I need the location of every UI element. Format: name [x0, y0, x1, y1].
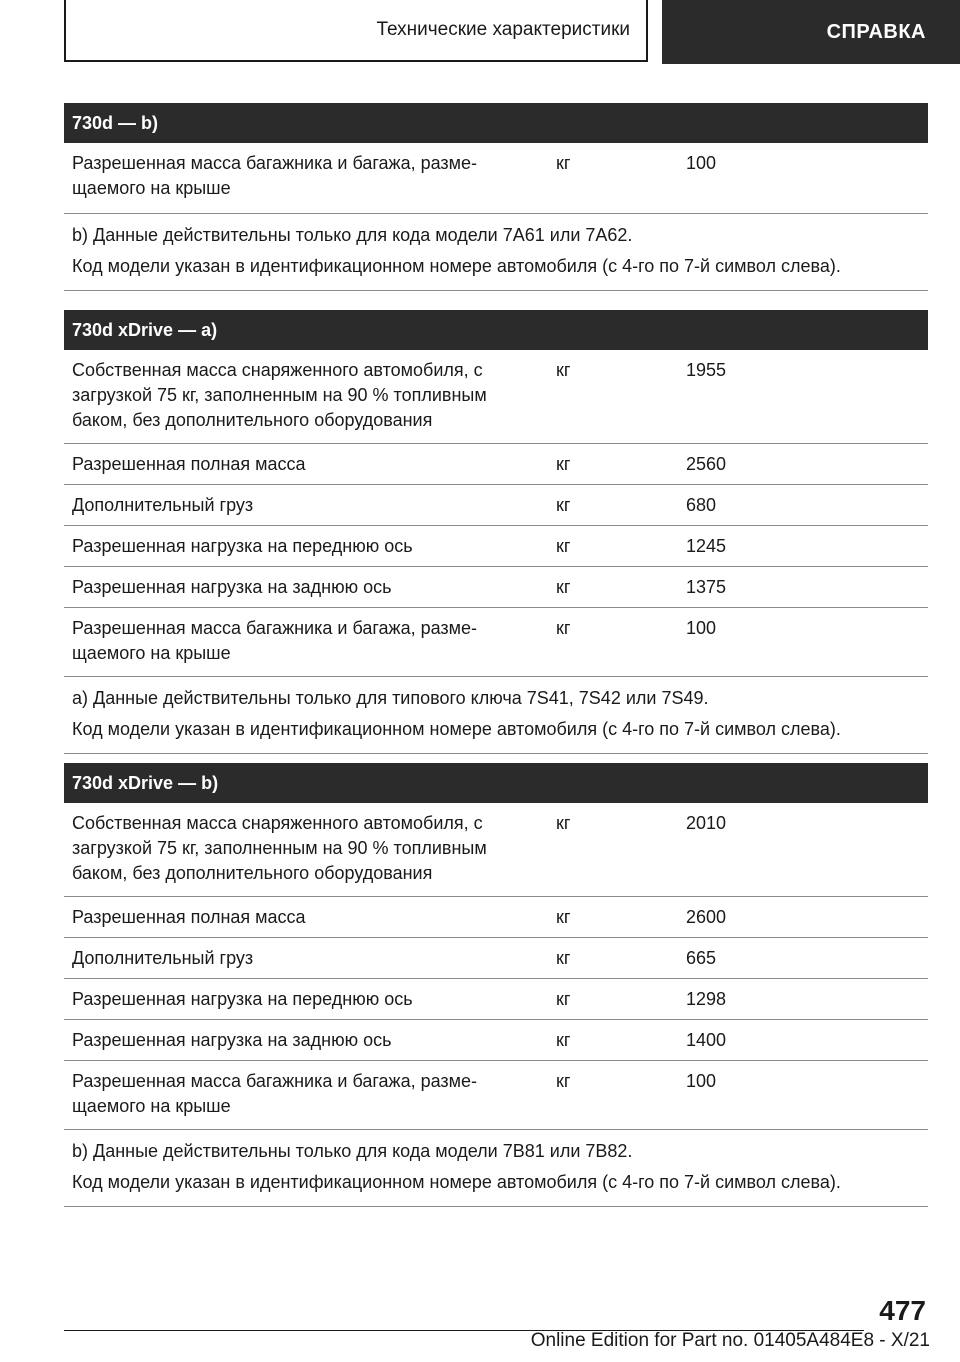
table-title: 730d xDrive — b) — [64, 763, 928, 803]
note-line: a) Данные действительны только для типового ключа 7S41, 7S42 или 7S49. — [72, 688, 709, 708]
table-row — [64, 444, 928, 485]
table-row — [64, 350, 928, 444]
table-row — [64, 526, 928, 567]
table-row — [64, 803, 928, 897]
row-unit: кг — [556, 153, 571, 173]
table-row — [64, 143, 928, 208]
row-label: Разрешенная нагрузка на заднюю ось — [72, 1030, 392, 1050]
row-label: Собственная масса снаряженного автомобиля, с загрузкой 75 кг, заполненным на 90 % топливным баком, без дополнительного оборудования — [72, 360, 487, 430]
table-title: 730d xDrive — a) — [64, 310, 928, 350]
table-notes — [64, 677, 928, 754]
row-value: 2560 — [686, 454, 727, 474]
page-number: 477 — [879, 1295, 926, 1326]
table-row — [64, 1020, 928, 1061]
row-unit: кг — [556, 1030, 571, 1050]
row-value: 665 — [686, 948, 717, 968]
row-label: Дополнительный груз — [72, 948, 254, 968]
row-value: 100 — [686, 1071, 717, 1091]
note-line: Код модели указан в идентификационном номере автомобиля (с 4-го по 7-й символ слева). — [72, 719, 841, 739]
row-value: 2600 — [686, 907, 727, 927]
note-line: Код модели указан в идентификационном номере автомобиля (с 4-го по 7-й символ слева). — [72, 1172, 841, 1192]
row-value: 680 — [686, 495, 717, 515]
table-notes — [64, 1130, 928, 1207]
spec-table-730d-xdrive-b — [64, 763, 928, 1207]
table-title: 730d — b) — [64, 103, 928, 143]
table-row — [64, 567, 928, 608]
table-row — [64, 938, 928, 979]
row-unit: кг — [556, 813, 571, 833]
row-value: 1375 — [686, 577, 727, 597]
row-value: 1955 — [686, 360, 727, 380]
row-value: 2010 — [686, 813, 727, 833]
row-value: 100 — [686, 153, 717, 173]
table-row — [64, 897, 928, 938]
row-label: Разрешенная нагрузка на переднюю ось — [72, 536, 413, 556]
table-row — [64, 485, 928, 526]
row-unit: кг — [556, 536, 571, 556]
row-label: Разрешенная масса багажника и багажа, разме- щаемого на крыше — [72, 153, 478, 198]
row-label: Разрешенная нагрузка на заднюю ось — [72, 577, 392, 597]
edition-text: Online Edition for Part no. 01405A484E8 - X/21 — [530, 1330, 930, 1351]
row-unit: кг — [556, 948, 571, 968]
spec-table-730d-b — [64, 103, 928, 291]
row-value: 1298 — [686, 989, 727, 1009]
row-label: Собственная масса снаряженного автомобиля, с загрузкой 75 кг, заполненным на 90 % топливным баком, без дополнительного оборудования — [72, 813, 487, 883]
row-unit: кг — [556, 989, 571, 1009]
row-unit: кг — [556, 454, 571, 474]
row-value: 1245 — [686, 536, 727, 556]
row-unit: кг — [556, 907, 571, 927]
row-unit: кг — [556, 1071, 571, 1091]
chapter-tab[interactable] — [662, 0, 960, 64]
row-value: 1400 — [686, 1030, 727, 1050]
note-line: b) Данные действительны только для кода модели 7B81 или 7B82. — [72, 1141, 633, 1161]
row-value: 100 — [686, 618, 717, 638]
table-row — [64, 608, 928, 677]
row-unit: кг — [556, 577, 571, 597]
chapter-title: СПРАВКА — [826, 20, 926, 43]
note-line: b) Данные действительны только для кода модели 7A61 или 7A62. — [72, 225, 633, 245]
row-label: Разрешенная полная масса — [72, 907, 306, 927]
note-line: Код модели указан в идентификационном номере автомобиля (с 4-го по 7-й символ слева). — [72, 256, 841, 276]
table-row — [64, 1061, 928, 1130]
section-title: Технические характеристики — [376, 19, 630, 40]
table-row — [64, 979, 928, 1020]
spec-table-730d-xdrive-a — [64, 310, 928, 754]
row-label: Разрешенная масса багажника и багажа, разме- щаемого на крыше — [72, 618, 478, 663]
row-label: Разрешенная нагрузка на переднюю ось — [72, 989, 413, 1009]
row-label: Разрешенная полная масса — [72, 454, 306, 474]
row-label: Дополнительный груз — [72, 495, 254, 515]
row-label: Разрешенная масса багажника и багажа, разме- щаемого на крыше — [72, 1071, 478, 1116]
row-unit: кг — [556, 360, 571, 380]
section-title-tab — [64, 0, 648, 62]
table-notes — [64, 214, 928, 291]
row-unit: кг — [556, 495, 571, 515]
row-unit: кг — [556, 618, 571, 638]
